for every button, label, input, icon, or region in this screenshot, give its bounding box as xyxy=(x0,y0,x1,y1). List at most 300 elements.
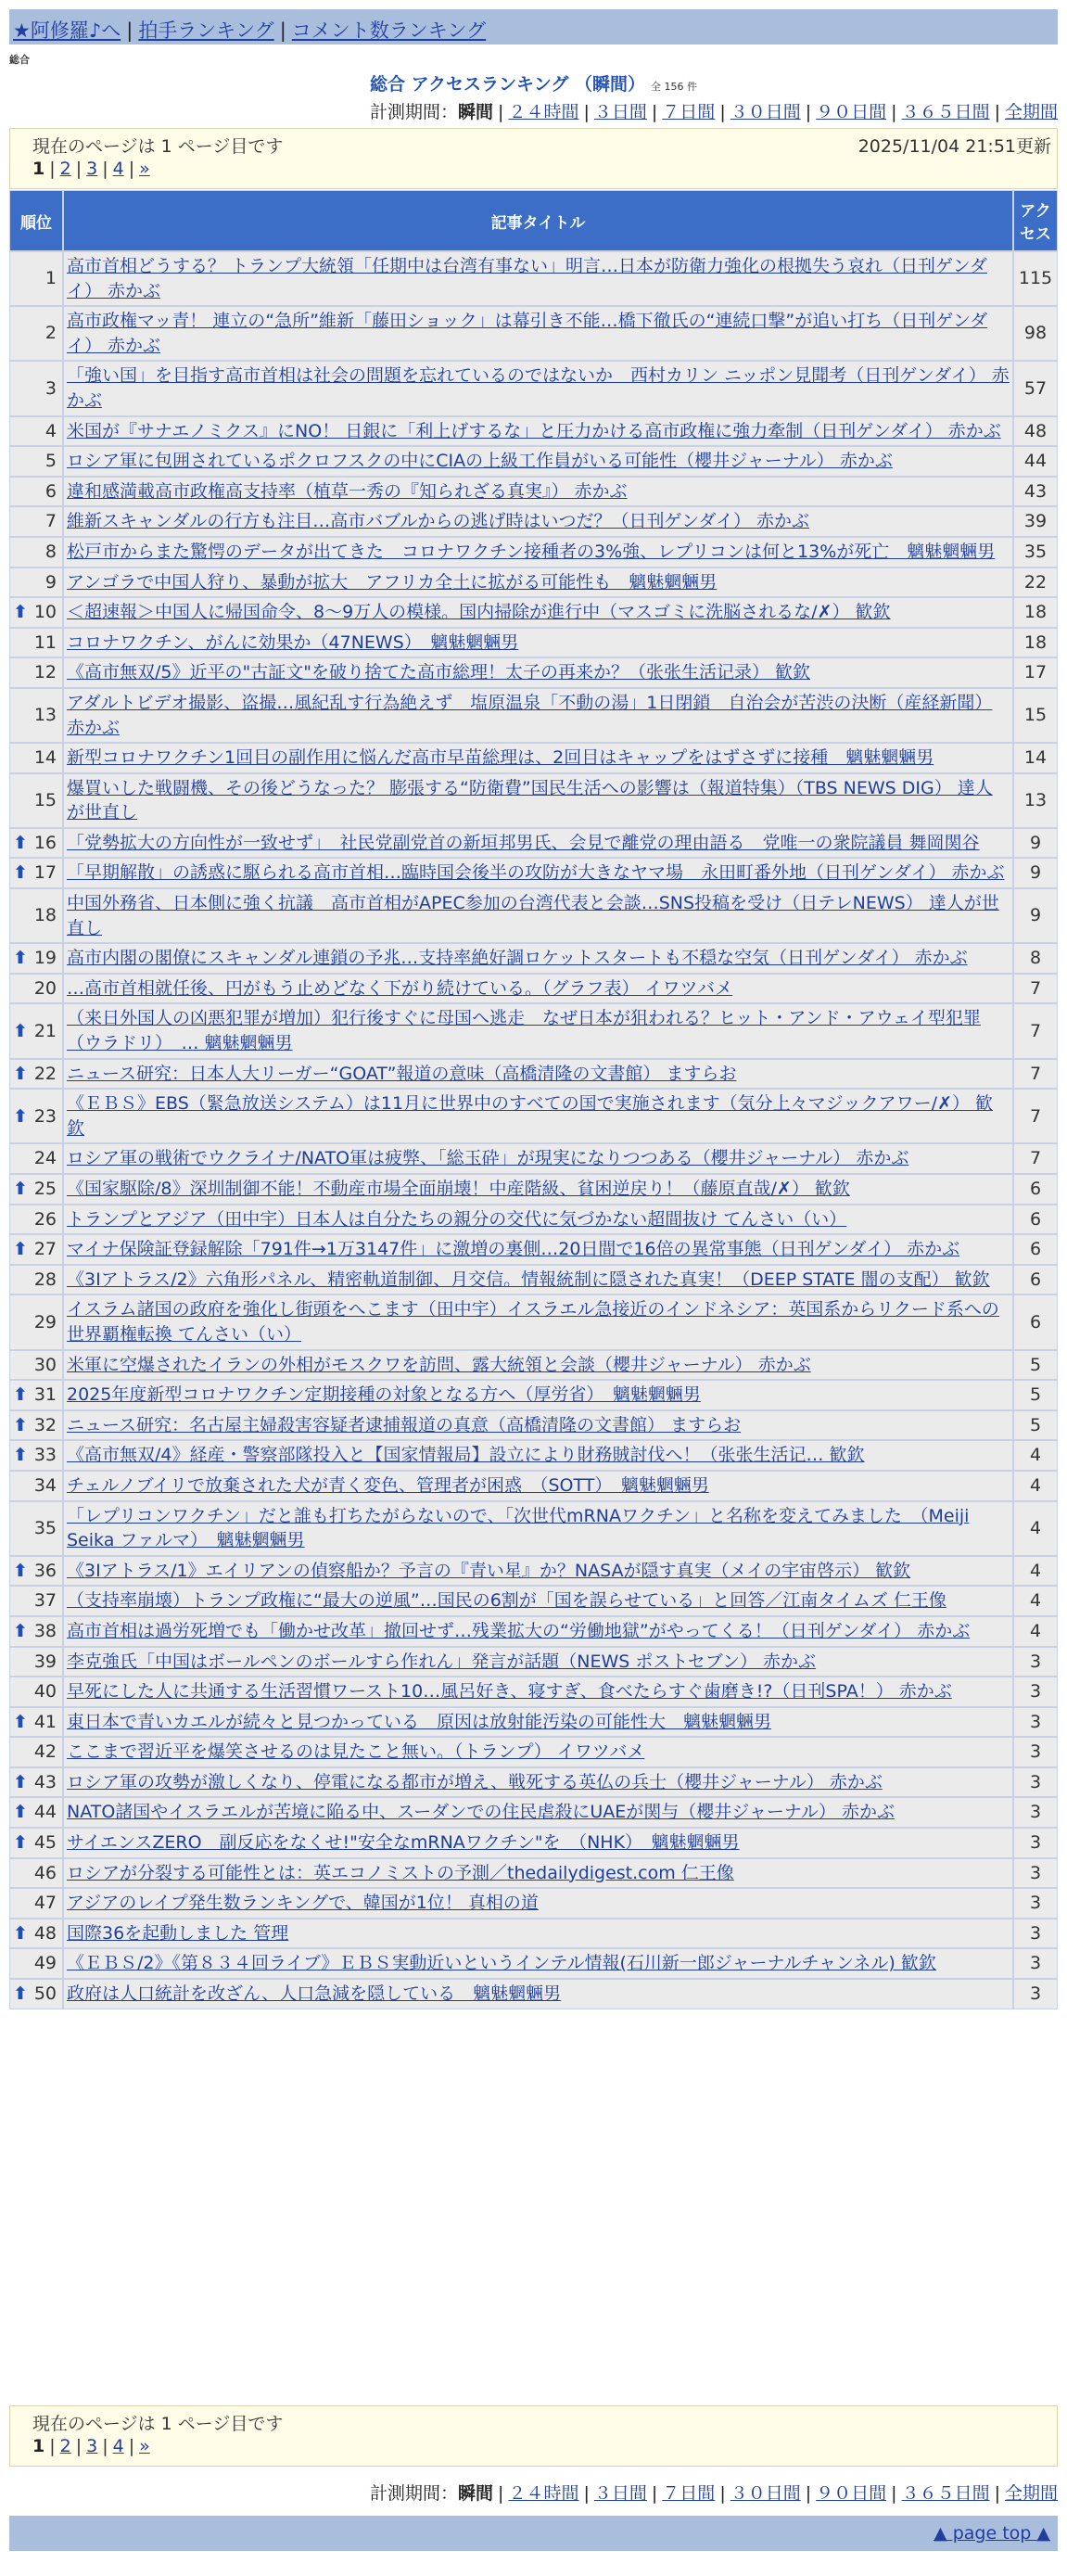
rank-number: 15 xyxy=(33,789,57,810)
rank-number: 40 xyxy=(33,1681,57,1702)
article-title-link[interactable]: 《国家駆除/8》深圳制御不能！不動産市場全面崩壊！中産階級、貧困逆戻り！（藤原直哉/✗） 歓欽 xyxy=(67,1179,850,1199)
access-count-cell: 3 xyxy=(1013,1828,1058,1858)
access-count-cell: 7 xyxy=(1013,1089,1058,1143)
access-count-cell: 3 xyxy=(1013,1677,1058,1707)
current-page-text: 現在のページは 1 ページ目です xyxy=(32,2414,284,2434)
title-cell xyxy=(63,1501,1013,1556)
access-count-cell: 4 xyxy=(1013,1586,1058,1616)
rank-number: 39 xyxy=(33,1651,57,1672)
access-count-cell: 4 xyxy=(1013,1501,1058,1556)
title-cell xyxy=(63,1003,1013,1058)
article-title-link[interactable]: 維新スキャンダルの行方も注目…高市バブルからの逃げ時はいつだ？（日刊ゲンダイ） 赤かぶ xyxy=(67,511,810,532)
article-title-link[interactable]: トランプとアジア（田中宇）日本人は自分たちの親分の交代に気づかない超間抜け てんさい（い） xyxy=(67,1208,847,1230)
article-title-link[interactable]: 高市首相どうする？ トランプ大統領「任期中は台湾有事ない」明言…日本が防衛力強化の根拠失う哀れ（日刊ゲンダイ） 赤かぶ xyxy=(67,256,987,301)
rank-cell xyxy=(9,1556,63,1587)
access-count-cell: 3 xyxy=(1013,1647,1058,1677)
title-cell xyxy=(63,1143,1013,1174)
article-title-link[interactable]: 《ＥＢＳ/2》《第８３４回ライブ》ＥＢＳ実動近いというインテル情報(石川新一郎ジャーナルチャンネル) 歓欽 xyxy=(67,1953,936,1974)
rank-number: 30 xyxy=(33,1354,57,1375)
rank-number: 27 xyxy=(33,1239,57,1260)
table-row xyxy=(9,1234,1058,1265)
rank-number: 33 xyxy=(33,1445,57,1466)
rank-number: 20 xyxy=(33,977,57,999)
access-count-cell: 4 xyxy=(1013,1471,1058,1501)
title-cell xyxy=(63,1059,1013,1090)
table-row xyxy=(9,477,1058,507)
access-count-cell: 6 xyxy=(1013,1234,1058,1265)
period-30d[interactable]: ３０日間 xyxy=(730,102,801,122)
table-row xyxy=(9,1647,1058,1677)
article-title-link[interactable]: アンゴラで中国人狩り、暴動が拡大 アフリカ全土に拡がる可能性も 魑魅魍魎男 xyxy=(67,571,718,593)
ranking-heading xyxy=(0,70,1067,96)
rank-up-arrow-icon: ⬆ xyxy=(13,1384,28,1406)
article-title-link[interactable]: イスラム諸国の政府を強化し街頭をへこます（田中宇）イスラエル急接近のインドネシア：英国系からリクード系への世界覇権転換 てんさい（い） xyxy=(67,1299,999,1345)
period-365d[interactable]: ３６５日間 xyxy=(901,2483,990,2504)
article-title-link[interactable]: ロシアが分裂する可能性とは：英エコノミストの予測／thedailydigest.com 仁王像 xyxy=(67,1862,734,1883)
access-count-cell: 3 xyxy=(1013,1797,1058,1828)
access-count-cell: 3 xyxy=(1013,1737,1058,1767)
page-top-link[interactable]: ▲ page top ▲ xyxy=(934,2523,1050,2544)
article-title-link[interactable]: ニュース研究：日本人大リーガー“GOAT”報道の意味（高橋清隆の文書館） ますらお xyxy=(67,1063,737,1084)
pager-bottom xyxy=(9,2405,1058,2467)
rank-cell xyxy=(9,1440,63,1471)
rank-number: 41 xyxy=(33,1711,57,1732)
article-title-link[interactable]: （支持率崩壊）トランプ政権に“最大の逆風”…国民の6割が「国を誤らせている」と回答／江南タイムズ 仁王像 xyxy=(67,1590,946,1612)
article-title-link[interactable]: 高市内閣の閣僚にスキャンダル連鎖の予兆…支持率絶好調ロケットスタートも不穏な空気（日刊ゲンダイ） 赤かぶ xyxy=(67,948,968,969)
article-title-link[interactable]: NATO諸国やイスラエルが苦境に陥る中、スーダンでの住民虐殺にUAEが関与（櫻井ジャーナル） 赤かぶ xyxy=(67,1802,895,1823)
article-title-link[interactable]: 政府は人口統計を改ざん、人口急減を隠している 魑魅魍魎男 xyxy=(67,1983,562,2005)
rank-number: 14 xyxy=(33,747,57,769)
next-page-link[interactable]: » xyxy=(139,159,150,179)
access-count-cell: 35 xyxy=(1013,537,1058,567)
table-row xyxy=(9,567,1058,598)
top-nav-links xyxy=(13,16,486,44)
rank-cell xyxy=(9,251,63,306)
rank-number: 46 xyxy=(33,1862,57,1883)
article-title-link[interactable]: 早死にした人に共通する生活習慣ワースト10…風呂好き、寝すぎ、食べたらすぐ歯磨き!?（日刊SPA！） 赤かぶ xyxy=(67,1681,952,1702)
table-row xyxy=(9,1828,1058,1858)
title-cell xyxy=(63,1294,1013,1349)
title-cell xyxy=(63,1205,1013,1235)
rank-number: 9 xyxy=(44,571,57,593)
rank-number: 5 xyxy=(44,451,57,472)
rank-cell xyxy=(9,1350,63,1381)
ranking-table xyxy=(9,190,1058,2009)
article-title-link[interactable]: ＜超速報＞中国人に帰国命令、8〜9万人の模様。国内掃除が進行中（マスゴミに洗脳されるな/✗） 歓欽 xyxy=(67,602,891,623)
table-row xyxy=(9,1440,1058,1471)
access-count-cell: 9 xyxy=(1013,888,1058,943)
title-cell xyxy=(63,597,1013,628)
separator: | xyxy=(279,19,286,42)
access-count-cell: 3 xyxy=(1013,1919,1058,1949)
rank-cell xyxy=(9,628,63,658)
article-title-link[interactable]: コロナワクチン、がんに効果か（47NEWS） 魑魅魍魎男 xyxy=(67,631,519,653)
access-count-cell: 6 xyxy=(1013,1265,1058,1295)
article-title-link[interactable]: ロシア軍の攻勢が激しくなり、停電になる都市が増え、戦死する英仏の兵士（櫻井ジャーナル） 赤かぶ xyxy=(67,1771,883,1792)
access-count-cell: 5 xyxy=(1013,1410,1058,1441)
article-title-link[interactable]: アジアのレイプ発生数ランキングで、韓国が1位！ 真相の道 xyxy=(67,1893,539,1914)
rank-number: 48 xyxy=(33,1922,57,1944)
rank-cell xyxy=(9,743,63,773)
title-cell xyxy=(63,1350,1013,1381)
article-title-link[interactable]: チェルノブイリで放棄された犬が青く変色、管理者が困惑 （SOTT） 魑魅魍魎男 xyxy=(67,1474,709,1496)
rank-up-arrow-icon: ⬆ xyxy=(13,1445,28,1466)
article-title-link[interactable]: 2025年度新型コロナワクチン定期接種の対象となる方へ（厚労省） 魑魅魍魎男 xyxy=(67,1384,701,1406)
rank-cell xyxy=(9,1003,63,1058)
separator: | xyxy=(126,19,133,42)
article-title-link[interactable]: 爆買いした戦闘機、その後どうなった？ 膨張する“防衛費”国民生活への影響は（報道特集）（TBS NEWS DIG） 達人が世直し xyxy=(67,777,993,823)
rank-cell xyxy=(9,1380,63,1410)
table-row xyxy=(9,1003,1058,1058)
access-count-cell: 8 xyxy=(1013,943,1058,974)
article-title-link[interactable]: 高市政権マッ青！ 連立の“急所”維新「藤田ショック」は幕引き不能…橋下徹氏の“連続口撃”が追い打ち（日刊ゲンダイ） 赤かぶ xyxy=(67,311,988,356)
access-count-cell: 4 xyxy=(1013,1616,1058,1647)
access-count-cell: 7 xyxy=(1013,1059,1058,1090)
access-count-cell: 17 xyxy=(1013,657,1058,688)
rank-cell xyxy=(9,567,63,598)
next-page-link[interactable]: » xyxy=(139,2436,150,2456)
title-cell xyxy=(63,688,1013,743)
title-cell xyxy=(63,888,1013,943)
access-count-cell: 13 xyxy=(1013,773,1058,828)
period-90d[interactable]: ９０日間 xyxy=(816,2483,887,2504)
page-1-current: 1 xyxy=(32,159,45,179)
rank-number: 32 xyxy=(33,1414,57,1435)
period-all[interactable]: 全期間 xyxy=(1004,102,1058,122)
home-link[interactable]: ★阿修羅♪へ xyxy=(13,19,121,42)
article-title-link[interactable]: ここまで習近平を爆笑させるのは見たこと無い。（トランプ） イワツバメ xyxy=(67,1741,645,1763)
period-3d[interactable]: ３日間 xyxy=(593,102,647,122)
title-cell xyxy=(63,567,1013,598)
rank-up-arrow-icon: ⬆ xyxy=(13,1771,28,1792)
page-4-link[interactable]: 4 xyxy=(112,159,124,179)
rank-cell xyxy=(9,361,63,415)
rank-cell xyxy=(9,537,63,567)
title-cell xyxy=(63,537,1013,567)
title-cell xyxy=(63,1265,1013,1295)
access-count-cell: 5 xyxy=(1013,1380,1058,1410)
title-cell xyxy=(63,628,1013,658)
table-row xyxy=(9,1707,1058,1738)
rank-cell xyxy=(9,1471,63,1501)
page-2-link[interactable]: 2 xyxy=(59,159,71,179)
rank-number: 25 xyxy=(33,1179,57,1199)
title-cell xyxy=(63,743,1013,773)
rank-cell xyxy=(9,597,63,628)
table-row xyxy=(9,1380,1058,1410)
table-row xyxy=(9,1294,1058,1349)
current-page-text: 現在のページは 1 ページ目です xyxy=(32,136,284,157)
rank-cell xyxy=(9,828,63,859)
rank-cell xyxy=(9,306,63,361)
page-title: 総合 アクセスランキング （瞬間） xyxy=(369,74,646,95)
rank-number: 50 xyxy=(33,1983,57,2005)
table-row xyxy=(9,361,1058,415)
access-count-cell: 18 xyxy=(1013,597,1058,628)
access-count-cell: 98 xyxy=(1013,306,1058,361)
period-24h[interactable]: ２４時間 xyxy=(508,102,579,122)
access-count-cell: 15 xyxy=(1013,688,1058,743)
rank-cell xyxy=(9,888,63,943)
article-title-link[interactable]: 「党勢拡大の方向性が一致せず」 社民党副党首の新垣邦男氏、会見で離党の理由語る 党唯一の衆院議員 舞岡関谷 xyxy=(67,832,980,853)
rank-number: 10 xyxy=(33,602,57,623)
pager-top xyxy=(9,128,1058,189)
comment-ranking-link[interactable]: コメント数ランキング xyxy=(291,19,487,42)
article-title-link[interactable]: ニュース研究：名古屋主婦殺害容疑者逮捕報道の真意（高橋清隆の文書館） ますらお xyxy=(67,1414,742,1435)
access-count-cell: 43 xyxy=(1013,477,1058,507)
table-row xyxy=(9,1265,1058,1295)
title-cell xyxy=(63,477,1013,507)
period-365d[interactable]: ３６５日間 xyxy=(901,102,990,122)
table-row xyxy=(9,446,1058,477)
rank-number: 4 xyxy=(44,420,57,441)
page-1-current: 1 xyxy=(32,2436,45,2456)
article-title-link[interactable]: 《3Iアトラス/2》六角形パネル、精密軌道制御、月交信。情報統制に隠された真実！（DEEP STATE 闇の支配） 歓欽 xyxy=(67,1269,990,1290)
rank-cell xyxy=(9,1828,63,1858)
rank-up-arrow-icon: ⬆ xyxy=(13,1239,28,1260)
rank-cell xyxy=(9,1143,63,1174)
table-row xyxy=(9,416,1058,447)
article-title-link[interactable]: 《高市無双/5》近平の"古証文"を破り捨てた高市総理！太子の再来か？（张张生活记录） 歓欽 xyxy=(67,662,811,683)
article-title-link[interactable]: 米国が『サナエノミクス』にNO！ 日銀に「利上げするな」と圧力かける高市政権に強力牽制（日刊ゲンダイ） 赤かぶ xyxy=(67,420,1001,441)
article-title-link[interactable]: 新型コロナワクチン1回目の副作用に悩んだ高市早苗総理は、2回目はキャップをはずさずに接種 魑魅魍魎男 xyxy=(67,747,934,769)
access-count-cell: 7 xyxy=(1013,1003,1058,1058)
title-cell xyxy=(63,1380,1013,1410)
article-title-link[interactable]: 《ＥＢＳ》EBS（緊急放送システム）は11月に世界中のすべての国で実施されます（気分上々マジックアワー/✗） 歓欽 xyxy=(67,1093,994,1139)
title-cell xyxy=(63,1737,1013,1767)
rank-number: 35 xyxy=(33,1517,57,1538)
article-title-link[interactable]: （来日外国人の凶悪犯罪が増加）犯行後すぐに母国へ逃走 なぜ日本が狙われる？ヒット・アンド・アウェイ型犯罪（ウラドリ） … 魑魅魍魎男 xyxy=(67,1008,981,1054)
article-title-link[interactable]: ロシア軍に包囲されているポクロフスクの中にCIAの上級工作員がいる可能性（櫻井ジャーナル） 赤かぶ xyxy=(67,451,893,472)
table-row xyxy=(9,506,1058,537)
rank-up-arrow-icon: ⬆ xyxy=(13,1414,28,1435)
rank-number: 45 xyxy=(33,1832,57,1854)
rank-cell xyxy=(9,1294,63,1349)
bottom-bar xyxy=(9,2516,1058,2551)
access-count-cell: 9 xyxy=(1013,828,1058,859)
rank-up-arrow-icon: ⬆ xyxy=(13,1105,28,1127)
rank-number: 42 xyxy=(33,1741,57,1763)
title-cell xyxy=(63,1767,1013,1798)
table-row xyxy=(9,597,1058,628)
rank-cell xyxy=(9,1410,63,1441)
title-cell xyxy=(63,1586,1013,1616)
rank-cell xyxy=(9,858,63,888)
access-count-cell: 7 xyxy=(1013,974,1058,1004)
article-title-link[interactable]: 高市首相は過労死増でも「働かせ改革」撤回せず…残業拡大の“労働地獄”がやってくる！（日刊ゲンダイ） 赤かぶ xyxy=(67,1620,971,1641)
rank-number: 6 xyxy=(44,480,57,502)
rank-number: 18 xyxy=(33,905,57,926)
table-row xyxy=(9,1948,1058,1979)
table-row xyxy=(9,1858,1058,1889)
table-row xyxy=(9,1677,1058,1707)
table-row xyxy=(9,1767,1058,1798)
table-row xyxy=(9,628,1058,658)
article-title-link[interactable]: 「早期解散」の誘惑に駆られる高市首相…臨時国会後半の攻防が大きなヤマ場 永田町番外地（日刊ゲンダイ） 赤かぶ xyxy=(67,862,1005,884)
title-cell xyxy=(63,1174,1013,1205)
page-2-link[interactable]: 2 xyxy=(59,2436,71,2456)
rank-cell xyxy=(9,506,63,537)
access-count-cell: 44 xyxy=(1013,446,1058,477)
article-title-link[interactable]: アダルトビデオ撮影、盗撮…風紀乱す行為絶えず 塩原温泉「不動の湯」1日閉鎖 自治会が苦渋の決断（産経新聞） 赤かぶ xyxy=(67,692,993,738)
category-label: 総合 xyxy=(9,54,30,66)
table-row xyxy=(9,1586,1058,1616)
rank-cell xyxy=(9,1089,63,1143)
table-row xyxy=(9,1979,1058,2009)
rank-up-arrow-icon: ⬆ xyxy=(13,1832,28,1854)
access-count-cell: 5 xyxy=(1013,1350,1058,1381)
access-count-cell: 18 xyxy=(1013,628,1058,658)
rank-number: 11 xyxy=(33,631,57,653)
title-cell xyxy=(63,974,1013,1004)
table-row xyxy=(9,1737,1058,1767)
title-cell xyxy=(63,1677,1013,1707)
rank-cell xyxy=(9,1948,63,1979)
title-cell xyxy=(63,1888,1013,1919)
rank-number: 2 xyxy=(44,323,57,344)
article-title-link[interactable]: 違和感満載高市政権高支持率（植草一秀の『知られざる真実』） 赤かぶ xyxy=(67,480,628,502)
period-instant: 瞬間 xyxy=(458,2483,494,2504)
period-24h[interactable]: ２４時間 xyxy=(508,2483,579,2504)
period-instant: 瞬間 xyxy=(458,102,494,122)
rank-number: 28 xyxy=(33,1269,57,1290)
title-cell xyxy=(63,943,1013,974)
title-column-header: 記事タイトル xyxy=(63,190,1013,251)
rank-up-arrow-icon: ⬆ xyxy=(13,948,28,969)
rank-number: 22 xyxy=(33,1063,57,1084)
article-title-link[interactable]: 中国外務省、日本側に強く抗議 高市首相がAPEC参加の台湾代表と会談…SNS投稿を受け（日テレNEWS） 達人が世直し xyxy=(67,893,999,938)
access-count-cell: 4 xyxy=(1013,1440,1058,1471)
period-3d[interactable]: ３日間 xyxy=(593,2483,647,2504)
table-row xyxy=(9,537,1058,567)
table-row xyxy=(9,1089,1058,1143)
rank-number: 34 xyxy=(33,1474,57,1496)
access-count-cell: 3 xyxy=(1013,1707,1058,1738)
rank-up-arrow-icon: ⬆ xyxy=(13,1711,28,1732)
article-title-link[interactable]: 国際36を起動しました 管理 xyxy=(67,1922,289,1944)
article-title-link[interactable]: 「強い国」を目指す高市首相は社会の問題を忘れているのではないか 西村カリン ニッポン見聞考（日刊ゲンダイ） 赤かぶ xyxy=(67,365,1010,411)
rank-number: 13 xyxy=(33,705,57,726)
period-7d[interactable]: ７日間 xyxy=(662,102,716,122)
table-row xyxy=(9,1350,1058,1381)
access-count-cell: 3 xyxy=(1013,1767,1058,1798)
rank-cell xyxy=(9,1767,63,1798)
title-cell xyxy=(63,1234,1013,1265)
article-title-link[interactable]: 李克強氏「中国はボールペンのボールすら作れん」発言が話題（NEWS ポストセブン） 赤かぶ xyxy=(67,1651,817,1672)
clap-ranking-link[interactable]: 拍手ランキング xyxy=(138,19,274,42)
table-row xyxy=(9,1143,1058,1174)
title-cell xyxy=(63,657,1013,688)
article-title-link[interactable]: 松戸市からまた驚愕のデータが出てきた コロナワクチン接種者の3%強、レプリコンは何と13%が死亡 魑魅魍魎男 xyxy=(67,541,996,562)
period-label: 計測期間： xyxy=(370,2483,459,2504)
table-row xyxy=(9,974,1058,1004)
rank-cell xyxy=(9,943,63,974)
title-cell xyxy=(63,416,1013,447)
rank-number: 36 xyxy=(33,1560,57,1581)
rank-number: 43 xyxy=(33,1771,57,1792)
rank-cell xyxy=(9,1677,63,1707)
title-cell xyxy=(63,773,1013,828)
article-title-link[interactable]: サイエンスZERO 副反応をなくせ!"安全なmRNAワクチン"を （NHK） 魑魅魍魎男 xyxy=(67,1832,740,1854)
access-count-cell: 3 xyxy=(1013,1948,1058,1979)
rank-up-arrow-icon: ⬆ xyxy=(13,1983,28,2005)
table-row xyxy=(9,657,1058,688)
title-cell xyxy=(63,1858,1013,1889)
rank-cell xyxy=(9,1797,63,1828)
table-header-row xyxy=(9,190,1058,251)
title-cell xyxy=(63,1410,1013,1441)
rank-up-arrow-icon: ⬆ xyxy=(13,602,28,623)
rank-number: 21 xyxy=(33,1020,57,1041)
table-row xyxy=(9,1410,1058,1441)
rank-number: 12 xyxy=(33,662,57,683)
page-links: 1 | 2 | 3 | 4 | » xyxy=(32,159,150,179)
period-7d[interactable]: ７日間 xyxy=(662,2483,716,2504)
title-cell xyxy=(63,361,1013,415)
article-title-link[interactable]: 《3Iアトラス/1》エイリアンの偵察船か？予言の『青い星』か？NASAが隠す真実（メイの宇宙啓示） 歓欽 xyxy=(67,1560,911,1581)
rank-number: 23 xyxy=(33,1105,57,1127)
access-count-cell: 9 xyxy=(1013,858,1058,888)
title-cell xyxy=(63,1647,1013,1677)
rank-number: 49 xyxy=(33,1953,57,1974)
period-bar-top: 計測期間：瞬間 | ２４時間 | ３日間 | ７日間 | ３０日間 | ９０日間 | ３６５日間 | 全期間 xyxy=(370,102,1058,122)
rank-cell xyxy=(9,1586,63,1616)
access-count-cell: 3 xyxy=(1013,1979,1058,2009)
title-cell xyxy=(63,1797,1013,1828)
article-title-link[interactable]: 東日本で青いカエルが続々と見つかっている 原因は放射能汚染の可能性大 魑魅魍魎男 xyxy=(67,1711,772,1732)
top-nav-bar xyxy=(9,9,1058,45)
title-cell xyxy=(63,1616,1013,1647)
rank-cell xyxy=(9,1888,63,1919)
rank-cell xyxy=(9,1501,63,1556)
period-all[interactable]: 全期間 xyxy=(1004,2483,1058,2504)
table-row xyxy=(9,1174,1058,1205)
table-row xyxy=(9,306,1058,361)
title-cell xyxy=(63,858,1013,888)
rank-number: 38 xyxy=(33,1620,57,1641)
rank-number: 29 xyxy=(33,1311,57,1333)
access-count-cell: 3 xyxy=(1013,1888,1058,1919)
title-cell xyxy=(63,1556,1013,1587)
article-title-link[interactable]: …高市首相就任後、円がもう止めどなく下がり続けている。（グラフ表） イワツバメ xyxy=(67,977,733,999)
article-title-link[interactable]: ロシア軍の戦術でウクライナ/NATO軍は疲弊、「総玉砕」が現実になりつつある（櫻井ジャーナル） 赤かぶ xyxy=(67,1148,909,1169)
article-title-link[interactable]: 《高市無双/4》経産・警察部隊投入と【国家情報局】設立により財務賊討伐へ！（张张生活记… 歓欽 xyxy=(67,1445,865,1466)
total-count: 全 156 件 xyxy=(651,81,698,93)
rank-up-arrow-icon: ⬆ xyxy=(13,832,28,853)
table-row xyxy=(9,1059,1058,1090)
rank-number: 26 xyxy=(33,1208,57,1230)
rank-number: 8 xyxy=(44,541,57,562)
access-count-cell: 6 xyxy=(1013,1205,1058,1235)
access-count-cell: 7 xyxy=(1013,1143,1058,1174)
rank-cell xyxy=(9,773,63,828)
access-count-cell: 6 xyxy=(1013,1294,1058,1349)
page-3-link[interactable]: 3 xyxy=(86,159,98,179)
period-30d[interactable]: ３０日間 xyxy=(730,2483,801,2504)
article-title-link[interactable]: マイナ保険証登録解除「791件→1万3147件」に激増の裏側…20日間で16倍の異常事態（日刊ゲンダイ） 赤かぶ xyxy=(67,1239,960,1260)
period-90d[interactable]: ９０日間 xyxy=(816,102,887,122)
page-4-link[interactable]: 4 xyxy=(112,2436,124,2456)
table-row xyxy=(9,743,1058,773)
access-count-cell: 115 xyxy=(1013,251,1058,306)
article-title-link[interactable]: 米軍に空爆されたイランの外相がモスクワを訪問、露大統領と会談（櫻井ジャーナル） 赤かぶ xyxy=(67,1354,811,1375)
rank-cell xyxy=(9,416,63,447)
page-3-link[interactable]: 3 xyxy=(86,2436,98,2456)
page-links: 1 | 2 | 3 | 4 | » xyxy=(32,2436,150,2456)
table-row xyxy=(9,1501,1058,1556)
article-title-link[interactable]: 「レプリコンワクチン」だと誰も打ちたがらないので、「次世代mRNAワクチン」と名称を変えてみました （Meiji Seika ファルマ） 魑魅魍魎男 xyxy=(67,1505,970,1551)
rank-number: 44 xyxy=(33,1802,57,1823)
